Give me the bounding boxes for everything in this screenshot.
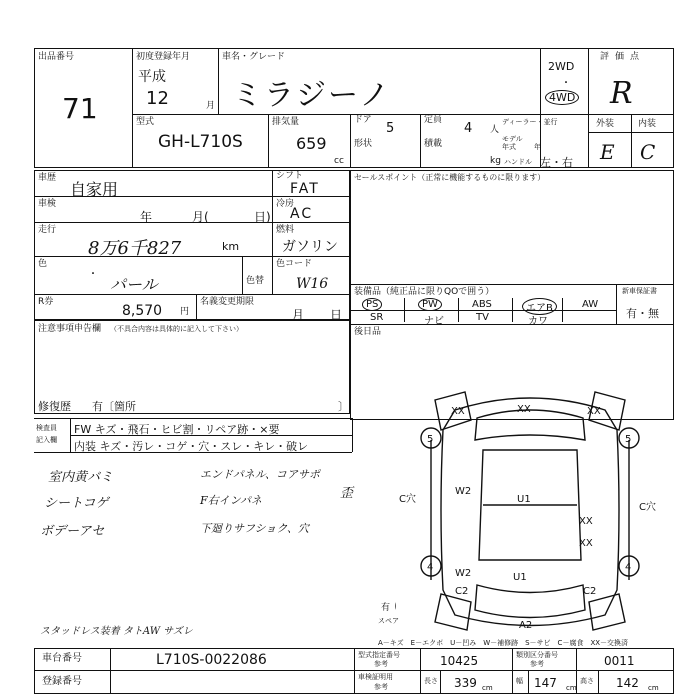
designation-value: 10425 <box>440 654 479 668</box>
car-name-label: 車名・グレード <box>222 52 286 62</box>
options-note: スタッドレス装着 タトAW サズレ <box>40 626 193 637</box>
shift-value: FAT <box>290 181 320 197</box>
registration-year: 12 <box>146 88 169 109</box>
capacity-value: 4 <box>464 121 473 136</box>
designation-label: 型式指定番号 <box>358 651 400 659</box>
length-unit: cm <box>482 684 493 692</box>
drive-2wd: 2WD <box>548 60 575 73</box>
remark-6: 下廻りサフショク、穴 <box>200 522 309 535</box>
notes-sub: （不具合内容は具体的に記入して下さい） <box>110 325 243 333</box>
rating-value: R <box>610 76 633 111</box>
diagram-mark-xx-front-right: XX <box>587 406 601 417</box>
notes-label: 注意事項申告欄 <box>38 324 102 334</box>
remark-5: F右インパネ <box>200 494 262 507</box>
sales-point-label: セールスポイント（正常に機能するものに限ります） <box>354 173 546 182</box>
capacity-unit: 人 <box>490 125 500 135</box>
remark-7: 歪 <box>340 486 354 501</box>
exterior-value: E <box>600 140 615 164</box>
equip-aw: AW <box>582 299 599 310</box>
lot-label: 出品番号 <box>38 52 75 62</box>
diagram-mark-xx-front-left: XX <box>451 406 465 417</box>
interior-label: 内装 <box>638 119 657 129</box>
mileage-label: 走行 <box>38 225 57 235</box>
cert-ref: 参考 <box>374 683 388 691</box>
dealer-label: ディーラー・並行 <box>502 118 558 126</box>
ac-label: 冷房 <box>276 199 295 209</box>
recycle-label: R券 <box>38 297 54 307</box>
history-value: 自家用 <box>70 180 119 199</box>
diagram-mark-4-right: 4 <box>625 562 632 573</box>
diagram-mark-c2-left: C2 <box>455 586 469 597</box>
color-code-label: 色コード <box>276 259 313 269</box>
warranty-label: 新車保証書 <box>622 287 657 295</box>
width-value: 147 <box>534 676 557 690</box>
length-label: 長さ <box>424 677 438 685</box>
remark-3: ボデーアセ <box>40 524 105 539</box>
drive-4wd-circled: 4WD <box>545 90 579 105</box>
height-label: 高さ <box>580 677 594 685</box>
drive-dot: ・ <box>561 78 571 89</box>
inspection-month: 月( <box>192 210 209 224</box>
arrival-label: 後日品 <box>354 327 382 337</box>
exterior-label: 外装 <box>596 119 615 129</box>
handle-value: 左・右 <box>540 156 573 169</box>
remark-1: 室内黄バミ <box>48 470 114 485</box>
equip-navi: ナビ <box>424 316 444 327</box>
title-expiry-month: 月 <box>292 308 305 322</box>
ac-value: AC <box>290 206 314 222</box>
spare-label: スペア <box>378 617 399 625</box>
drive-4wd <box>545 90 579 105</box>
color-code-value: W16 <box>296 276 329 292</box>
load-unit: kg <box>490 156 501 166</box>
title-expiry-day: 日 <box>330 308 343 322</box>
equip-leather: カワ <box>528 316 548 327</box>
category-ref: 参考 <box>530 660 544 668</box>
diagram-mark-c-hole-right: C穴 <box>639 502 656 513</box>
repair-label: 修復歴 <box>38 400 71 413</box>
model-year-label1: モデル <box>502 135 523 143</box>
diagram-mark-w2-rear: W2 <box>455 568 472 579</box>
load-label: 積載 <box>424 139 443 149</box>
diagram-mark-u1-rear: U1 <box>513 572 527 583</box>
interior-value: C <box>640 140 656 164</box>
category-value: 0011 <box>604 654 635 668</box>
displacement-value: 659 <box>296 134 327 153</box>
handle-label: ハンドル <box>504 158 532 166</box>
color-dot: ・ <box>88 269 98 280</box>
width-unit: cm <box>566 684 577 692</box>
color-value: パール <box>110 275 158 294</box>
doors-label: ドア <box>354 115 372 125</box>
remark-2: シートコゲ <box>44 496 109 511</box>
model-year-label2: 年式 <box>502 143 516 151</box>
height-unit: cm <box>648 684 659 692</box>
model-year-unit: 年 <box>534 143 541 151</box>
cert-label: 車検証明用 <box>358 673 393 681</box>
model-label: 型式 <box>136 117 155 127</box>
color-label: 色 <box>38 259 48 269</box>
diagram-mark-w2-front: W2 <box>455 486 472 497</box>
notes-table <box>34 320 350 414</box>
equip-sr: SR <box>370 312 384 323</box>
rating-label: 評価点 <box>600 52 646 62</box>
repair-value: 有〔箇所 <box>92 400 136 413</box>
displacement-unit: cc <box>334 156 344 166</box>
warranty-value: 有・無 <box>626 307 659 320</box>
recycle-unit: 円 <box>180 307 190 317</box>
repair-end: 〕 <box>338 400 349 413</box>
diagram-mark-u1-front: U1 <box>517 494 531 505</box>
diagram-mark-4-left: 4 <box>427 562 434 573</box>
shape-label: 形状 <box>354 139 373 149</box>
inspection-label: 車検 <box>38 199 57 209</box>
equip-tv: TV <box>476 312 489 323</box>
reg-number-label: 登録番号 <box>42 676 82 687</box>
equip-abs: ABS <box>472 299 492 310</box>
car-name: ミラジーノ <box>232 78 392 113</box>
length-value: 339 <box>454 676 477 690</box>
car-diagram <box>395 390 665 635</box>
mileage-unit: km <box>222 240 240 253</box>
diagram-mark-c2-right: C2 <box>583 586 597 597</box>
chassis-value: L710S-0022086 <box>156 652 267 668</box>
registration-era: 平成 <box>138 69 166 85</box>
diagram-mark-xx-right-2: XX <box>579 538 593 549</box>
diagram-mark-xx-right-1: XX <box>579 516 593 527</box>
capacity-label: 定員 <box>424 115 443 125</box>
color-change-label: 色替 <box>246 276 265 286</box>
inspector-row2: 内装 キズ・汚レ・コゲ・穴・スレ・キレ・破レ <box>74 440 309 453</box>
model-value: GH-L710S <box>158 132 243 152</box>
history-label: 車歴 <box>38 173 57 183</box>
category-label: 類別区分番号 <box>516 651 558 659</box>
remark-4: エンドパネル、コアサポ <box>200 468 320 481</box>
inspection-year: 年 <box>140 210 153 224</box>
fuel-label: 燃料 <box>276 225 295 235</box>
equip-pw: PW <box>418 298 442 311</box>
recycle-value: 8,570 <box>122 303 163 319</box>
registration-label: 初度登録年月 <box>136 52 191 62</box>
doors-value: 5 <box>386 121 395 136</box>
diagram-mark-c-hole-left: C穴 <box>399 494 416 505</box>
title-expiry-label: 名義変更期限 <box>200 297 255 307</box>
registration-month-unit: 月 <box>206 101 216 111</box>
legend: A－キズ E－エクボ U－凹み W－補修跡 S－サビ C－腐食 XX－交換済 <box>378 639 629 647</box>
displacement-label: 排気量 <box>272 117 300 127</box>
diagram-mark-a2: A2 <box>519 620 533 631</box>
fuel-value: ガソリン <box>282 239 338 255</box>
shift-label: シフト <box>276 171 304 181</box>
diagram-mark-5-right: 5 <box>625 434 632 445</box>
diagram-mark-xx-hood: XX <box>517 404 531 415</box>
width-label: 幅 <box>516 677 523 685</box>
equipment-label: 装備品（純正品に限りQOで囲う） <box>354 287 495 297</box>
lot-number: 71 <box>62 92 98 125</box>
inspection-day: 日) <box>254 210 271 224</box>
inspector-label2: 記入欄 <box>36 436 57 444</box>
spare-present: 有 <box>381 603 391 613</box>
chassis-label: 車台番号 <box>42 653 82 664</box>
height-value: 142 <box>616 676 639 690</box>
diagram-mark-5-left: 5 <box>427 434 434 445</box>
equip-ps: PS <box>362 298 382 311</box>
inspector-row1: FW キズ・飛石・ヒビ割・リペア跡・×要 <box>74 423 280 436</box>
inspector-label1: 検査員 <box>36 424 57 432</box>
designation-ref: 参考 <box>374 660 388 668</box>
equip-airbag: エアB <box>522 298 557 315</box>
mileage-value: 8万6千827 <box>88 238 182 259</box>
